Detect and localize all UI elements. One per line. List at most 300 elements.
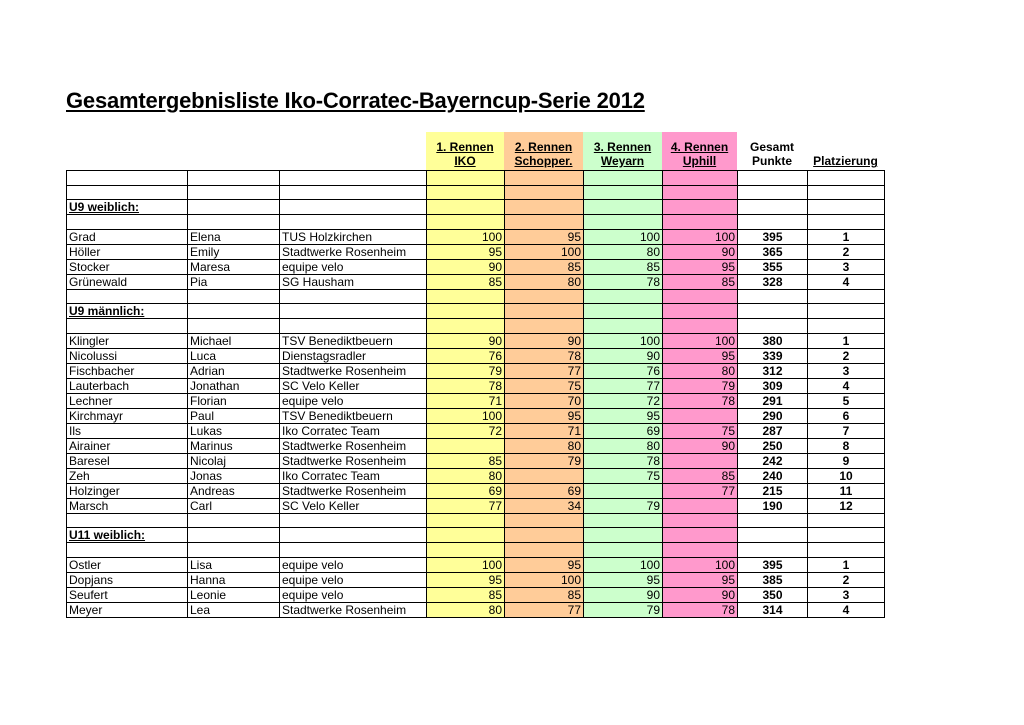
header-race4-line1: 4. Rennen bbox=[670, 140, 729, 154]
empty-cell bbox=[427, 304, 505, 319]
lastname-cell: Holzinger bbox=[67, 483, 188, 498]
race3-points-cell: 100 bbox=[584, 333, 663, 348]
empty-cell bbox=[427, 171, 505, 186]
club-cell: SC Velo Keller bbox=[280, 378, 427, 393]
race3-points-cell: 79 bbox=[584, 498, 663, 513]
total-points-cell: 287 bbox=[738, 423, 808, 438]
race1-points-cell: 90 bbox=[427, 333, 505, 348]
empty-cell bbox=[67, 185, 188, 200]
header-total-line2: Punkte bbox=[751, 154, 792, 168]
total-points-cell: 290 bbox=[738, 408, 808, 423]
empty-cell bbox=[738, 289, 808, 304]
empty-cell bbox=[738, 200, 808, 215]
empty-cell bbox=[427, 513, 505, 528]
race2-points-cell: 34 bbox=[505, 498, 584, 513]
placement-cell: 2 bbox=[808, 348, 885, 363]
club-cell: Iko Corratec Team bbox=[280, 423, 427, 438]
empty-cell bbox=[280, 215, 427, 230]
header-race3 bbox=[583, 132, 662, 170]
empty-cell bbox=[584, 304, 663, 319]
table-row bbox=[67, 557, 885, 572]
placement-cell: 2 bbox=[808, 244, 885, 259]
empty-cell bbox=[808, 513, 885, 528]
empty-cell bbox=[427, 185, 505, 200]
table-row bbox=[67, 333, 885, 348]
total-points-cell: 339 bbox=[738, 348, 808, 363]
total-points-cell: 312 bbox=[738, 363, 808, 378]
total-points-cell: 380 bbox=[738, 333, 808, 348]
empty-row bbox=[67, 289, 885, 304]
race2-points-cell: 77 bbox=[505, 602, 584, 617]
empty-cell bbox=[505, 215, 584, 230]
empty-cell bbox=[188, 200, 280, 215]
race4-points-cell: 90 bbox=[663, 438, 738, 453]
race2-points-cell: 100 bbox=[505, 244, 584, 259]
table-row bbox=[67, 483, 885, 498]
empty-row bbox=[67, 543, 885, 558]
race3-points-cell: 95 bbox=[584, 572, 663, 587]
firstname-cell: Lea bbox=[188, 602, 280, 617]
race4-points-cell: 78 bbox=[663, 393, 738, 408]
table-row bbox=[67, 498, 885, 513]
race2-points-cell: 79 bbox=[505, 453, 584, 468]
firstname-cell: Jonas bbox=[188, 468, 280, 483]
empty-cell bbox=[188, 304, 280, 319]
race2-points-cell: 71 bbox=[505, 423, 584, 438]
race1-points-cell: 85 bbox=[427, 453, 505, 468]
empty-cell bbox=[738, 185, 808, 200]
firstname-cell: Luca bbox=[188, 348, 280, 363]
empty-row bbox=[67, 185, 885, 200]
race2-points-cell: 95 bbox=[505, 557, 584, 572]
race1-points-cell: 100 bbox=[427, 557, 505, 572]
header-race1-line1: 1. Rennen bbox=[436, 140, 494, 154]
firstname-cell: Elena bbox=[188, 229, 280, 244]
race2-points-cell: 90 bbox=[505, 333, 584, 348]
lastname-cell: Baresel bbox=[67, 453, 188, 468]
lastname-cell: Airainer bbox=[67, 438, 188, 453]
empty-cell bbox=[738, 528, 808, 543]
table-row bbox=[67, 348, 885, 363]
race3-points-cell: 90 bbox=[584, 348, 663, 363]
table-row bbox=[67, 438, 885, 453]
placement-cell: 3 bbox=[808, 363, 885, 378]
race4-points-cell: 79 bbox=[663, 378, 738, 393]
empty-cell bbox=[505, 171, 584, 186]
empty-cell bbox=[738, 543, 808, 558]
empty-cell bbox=[188, 513, 280, 528]
race4-points-cell bbox=[663, 408, 738, 423]
placement-cell: 9 bbox=[808, 453, 885, 468]
race3-points-cell: 77 bbox=[584, 378, 663, 393]
race1-points-cell: 80 bbox=[427, 602, 505, 617]
club-cell: Stadtwerke Rosenheim bbox=[280, 453, 427, 468]
empty-cell bbox=[505, 513, 584, 528]
placement-cell: 6 bbox=[808, 408, 885, 423]
lastname-cell: Dopjans bbox=[67, 572, 188, 587]
lastname-cell: Lauterbach bbox=[67, 378, 188, 393]
race3-points-cell: 90 bbox=[584, 587, 663, 602]
race4-points-cell bbox=[663, 498, 738, 513]
club-cell: TSV Benediktbeuern bbox=[280, 333, 427, 348]
placement-cell: 1 bbox=[808, 333, 885, 348]
lastname-cell: Klingler bbox=[67, 333, 188, 348]
empty-row bbox=[67, 513, 885, 528]
lastname-cell: Ostler bbox=[67, 557, 188, 572]
firstname-cell: Emily bbox=[188, 244, 280, 259]
table-row bbox=[67, 244, 885, 259]
empty-cell bbox=[584, 289, 663, 304]
header-race3-line2: Weyarn bbox=[600, 154, 645, 168]
race4-points-cell: 77 bbox=[663, 483, 738, 498]
table-row bbox=[67, 572, 885, 587]
empty-cell bbox=[188, 543, 280, 558]
race3-points-cell: 76 bbox=[584, 363, 663, 378]
race1-points-cell: 85 bbox=[427, 274, 505, 289]
race1-points-cell: 85 bbox=[427, 587, 505, 602]
firstname-cell: Paul bbox=[188, 408, 280, 423]
total-points-cell: 355 bbox=[738, 259, 808, 274]
empty-cell bbox=[663, 215, 738, 230]
empty-cell bbox=[808, 200, 885, 215]
race2-points-cell: 95 bbox=[505, 408, 584, 423]
table-row bbox=[67, 423, 885, 438]
race3-points-cell: 95 bbox=[584, 408, 663, 423]
empty-cell bbox=[280, 319, 427, 334]
empty-cell bbox=[280, 200, 427, 215]
section-label: U9 männlich: bbox=[67, 304, 188, 319]
club-cell: TUS Holzkirchen bbox=[280, 229, 427, 244]
empty-cell bbox=[738, 171, 808, 186]
race3-points-cell: 85 bbox=[584, 259, 663, 274]
total-points-cell: 240 bbox=[738, 468, 808, 483]
race4-points-cell: 95 bbox=[663, 572, 738, 587]
total-points-cell: 350 bbox=[738, 587, 808, 602]
club-cell: SG Hausham bbox=[280, 274, 427, 289]
race4-points-cell: 85 bbox=[663, 468, 738, 483]
placement-cell: 10 bbox=[808, 468, 885, 483]
race4-points-cell: 95 bbox=[663, 348, 738, 363]
total-points-cell: 250 bbox=[738, 438, 808, 453]
empty-cell bbox=[188, 528, 280, 543]
race2-points-cell bbox=[505, 468, 584, 483]
empty-cell bbox=[67, 289, 188, 304]
lastname-cell: Meyer bbox=[67, 602, 188, 617]
empty-cell bbox=[188, 215, 280, 230]
race1-points-cell: 69 bbox=[427, 483, 505, 498]
empty-cell bbox=[663, 543, 738, 558]
empty-cell bbox=[505, 200, 584, 215]
race4-points-cell: 90 bbox=[663, 587, 738, 602]
header-race1 bbox=[426, 132, 504, 170]
race1-points-cell: 76 bbox=[427, 348, 505, 363]
race4-points-cell bbox=[663, 453, 738, 468]
empty-cell bbox=[427, 528, 505, 543]
empty-row bbox=[67, 171, 885, 186]
race3-points-cell: 80 bbox=[584, 244, 663, 259]
race3-points-cell: 100 bbox=[584, 229, 663, 244]
table-row bbox=[67, 229, 885, 244]
empty-cell bbox=[663, 185, 738, 200]
empty-cell bbox=[280, 289, 427, 304]
race1-points-cell: 90 bbox=[427, 259, 505, 274]
placement-cell: 4 bbox=[808, 378, 885, 393]
empty-cell bbox=[808, 215, 885, 230]
empty-cell bbox=[738, 215, 808, 230]
section-row bbox=[67, 200, 885, 215]
section-row bbox=[67, 304, 885, 319]
firstname-cell: Jonathan bbox=[188, 378, 280, 393]
table-row bbox=[67, 274, 885, 289]
empty-cell bbox=[584, 185, 663, 200]
race3-points-cell: 78 bbox=[584, 274, 663, 289]
race1-points-cell: 71 bbox=[427, 393, 505, 408]
race3-points-cell: 72 bbox=[584, 393, 663, 408]
race2-points-cell: 75 bbox=[505, 378, 584, 393]
lastname-cell: Höller bbox=[67, 244, 188, 259]
club-cell: equipe velo bbox=[280, 393, 427, 408]
total-points-cell: 215 bbox=[738, 483, 808, 498]
table-row bbox=[67, 468, 885, 483]
placement-cell: 1 bbox=[808, 557, 885, 572]
table-row bbox=[67, 363, 885, 378]
race4-points-cell: 90 bbox=[663, 244, 738, 259]
empty-cell bbox=[738, 513, 808, 528]
empty-cell bbox=[67, 543, 188, 558]
race4-points-cell: 85 bbox=[663, 274, 738, 289]
placement-cell: 3 bbox=[808, 587, 885, 602]
table-header bbox=[66, 132, 884, 170]
firstname-cell: Florian bbox=[188, 393, 280, 408]
empty-cell bbox=[663, 513, 738, 528]
club-cell: equipe velo bbox=[280, 587, 427, 602]
empty-cell bbox=[663, 304, 738, 319]
empty-cell bbox=[505, 304, 584, 319]
lastname-cell: Fischbacher bbox=[67, 363, 188, 378]
race2-points-cell: 80 bbox=[505, 274, 584, 289]
empty-cell bbox=[584, 319, 663, 334]
firstname-cell: Marinus bbox=[188, 438, 280, 453]
empty-cell bbox=[188, 289, 280, 304]
firstname-cell: Maresa bbox=[188, 259, 280, 274]
empty-cell bbox=[808, 304, 885, 319]
empty-cell bbox=[67, 171, 188, 186]
empty-cell bbox=[584, 200, 663, 215]
firstname-cell: Lisa bbox=[188, 557, 280, 572]
race3-points-cell: 75 bbox=[584, 468, 663, 483]
race2-points-cell: 100 bbox=[505, 572, 584, 587]
header-race2-line2: Schopper. bbox=[514, 154, 573, 168]
empty-cell bbox=[663, 200, 738, 215]
club-cell: SC Velo Keller bbox=[280, 498, 427, 513]
empty-cell bbox=[67, 319, 188, 334]
empty-cell bbox=[188, 185, 280, 200]
race1-points-cell: 79 bbox=[427, 363, 505, 378]
empty-cell bbox=[584, 513, 663, 528]
race4-points-cell: 100 bbox=[663, 333, 738, 348]
empty-cell bbox=[67, 513, 188, 528]
empty-cell bbox=[584, 528, 663, 543]
race1-points-cell: 77 bbox=[427, 498, 505, 513]
header-race4 bbox=[662, 132, 737, 170]
header-race2 bbox=[504, 132, 583, 170]
total-points-cell: 291 bbox=[738, 393, 808, 408]
section-row bbox=[67, 528, 885, 543]
club-cell: Iko Corratec Team bbox=[280, 468, 427, 483]
header-race2-line1: 2. Rennen bbox=[514, 140, 573, 154]
firstname-cell: Leonie bbox=[188, 587, 280, 602]
club-cell: Stadtwerke Rosenheim bbox=[280, 602, 427, 617]
race1-points-cell: 95 bbox=[427, 244, 505, 259]
lastname-cell: Grad bbox=[67, 229, 188, 244]
total-points-cell: 314 bbox=[738, 602, 808, 617]
empty-cell bbox=[505, 528, 584, 543]
empty-cell bbox=[738, 304, 808, 319]
empty-cell bbox=[584, 215, 663, 230]
placement-cell: 2 bbox=[808, 572, 885, 587]
table-row bbox=[67, 408, 885, 423]
header-placement-label: Platzierung bbox=[813, 154, 878, 168]
firstname-cell: Adrian bbox=[188, 363, 280, 378]
empty-cell bbox=[188, 319, 280, 334]
placement-cell: 3 bbox=[808, 259, 885, 274]
header-race1-line2: IKO bbox=[454, 154, 476, 168]
header-total bbox=[737, 132, 807, 170]
header-placement bbox=[807, 132, 884, 170]
empty-cell bbox=[808, 319, 885, 334]
total-points-cell: 365 bbox=[738, 244, 808, 259]
table-row bbox=[67, 393, 885, 408]
firstname-cell: Michael bbox=[188, 333, 280, 348]
race2-points-cell: 69 bbox=[505, 483, 584, 498]
empty-cell bbox=[280, 528, 427, 543]
total-points-cell: 309 bbox=[738, 378, 808, 393]
table-row bbox=[67, 602, 885, 617]
empty-cell bbox=[67, 215, 188, 230]
total-points-cell: 395 bbox=[738, 557, 808, 572]
total-points-cell: 328 bbox=[738, 274, 808, 289]
race4-points-cell: 100 bbox=[663, 229, 738, 244]
firstname-cell: Nicolaj bbox=[188, 453, 280, 468]
race4-points-cell: 95 bbox=[663, 259, 738, 274]
section-label: U9 weiblich: bbox=[67, 200, 188, 215]
empty-cell bbox=[280, 304, 427, 319]
empty-cell bbox=[584, 543, 663, 558]
firstname-cell: Hanna bbox=[188, 572, 280, 587]
club-cell: equipe velo bbox=[280, 572, 427, 587]
race3-points-cell: 100 bbox=[584, 557, 663, 572]
page-title: Gesamtergebnisliste Iko-Corratec-Bayerncup-Serie 2012 bbox=[66, 88, 645, 113]
lastname-cell: Grünewald bbox=[67, 274, 188, 289]
empty-cell bbox=[808, 543, 885, 558]
race1-points-cell: 78 bbox=[427, 378, 505, 393]
club-cell: TSV Benediktbeuern bbox=[280, 408, 427, 423]
empty-cell bbox=[663, 171, 738, 186]
empty-cell bbox=[738, 319, 808, 334]
race4-points-cell: 80 bbox=[663, 363, 738, 378]
placement-cell: 4 bbox=[808, 274, 885, 289]
race1-points-cell: 100 bbox=[427, 229, 505, 244]
empty-cell bbox=[427, 289, 505, 304]
race1-points-cell: 80 bbox=[427, 468, 505, 483]
race3-points-cell bbox=[584, 483, 663, 498]
empty-cell bbox=[505, 543, 584, 558]
empty-cell bbox=[505, 319, 584, 334]
empty-row bbox=[67, 319, 885, 334]
empty-cell bbox=[280, 513, 427, 528]
club-cell: Stadtwerke Rosenheim bbox=[280, 438, 427, 453]
lastname-cell: Seufert bbox=[67, 587, 188, 602]
race2-points-cell: 78 bbox=[505, 348, 584, 363]
club-cell: Stadtwerke Rosenheim bbox=[280, 483, 427, 498]
lastname-cell: Kirchmayr bbox=[67, 408, 188, 423]
race2-points-cell: 77 bbox=[505, 363, 584, 378]
race1-points-cell bbox=[427, 438, 505, 453]
race1-points-cell: 100 bbox=[427, 408, 505, 423]
race3-points-cell: 69 bbox=[584, 423, 663, 438]
race3-points-cell: 78 bbox=[584, 453, 663, 468]
placement-cell: 4 bbox=[808, 602, 885, 617]
race3-points-cell: 80 bbox=[584, 438, 663, 453]
firstname-cell: Pia bbox=[188, 274, 280, 289]
empty-cell bbox=[808, 185, 885, 200]
placement-cell: 1 bbox=[808, 229, 885, 244]
race2-points-cell: 85 bbox=[505, 259, 584, 274]
lastname-cell: Marsch bbox=[67, 498, 188, 513]
results-table bbox=[66, 170, 885, 618]
race4-points-cell: 75 bbox=[663, 423, 738, 438]
club-cell: Dienstagsradler bbox=[280, 348, 427, 363]
firstname-cell: Lukas bbox=[188, 423, 280, 438]
lastname-cell: Lechner bbox=[67, 393, 188, 408]
empty-cell bbox=[280, 185, 427, 200]
empty-cell bbox=[584, 171, 663, 186]
lastname-cell: Ils bbox=[67, 423, 188, 438]
placement-cell: 8 bbox=[808, 438, 885, 453]
race1-points-cell: 72 bbox=[427, 423, 505, 438]
section-label: U11 weiblich: bbox=[67, 528, 188, 543]
lastname-cell: Nicolussi bbox=[67, 348, 188, 363]
firstname-cell: Andreas bbox=[188, 483, 280, 498]
empty-cell bbox=[505, 185, 584, 200]
empty-cell bbox=[505, 289, 584, 304]
empty-cell bbox=[280, 171, 427, 186]
table-row bbox=[67, 378, 885, 393]
club-cell: equipe velo bbox=[280, 259, 427, 274]
empty-cell bbox=[663, 528, 738, 543]
empty-cell bbox=[663, 289, 738, 304]
empty-cell bbox=[663, 319, 738, 334]
empty-cell bbox=[280, 543, 427, 558]
empty-cell bbox=[427, 543, 505, 558]
placement-cell: 11 bbox=[808, 483, 885, 498]
empty-cell bbox=[427, 319, 505, 334]
header-total-line1: Gesamt bbox=[749, 140, 795, 154]
empty-row bbox=[67, 215, 885, 230]
empty-cell bbox=[808, 528, 885, 543]
total-points-cell: 395 bbox=[738, 229, 808, 244]
placement-cell: 5 bbox=[808, 393, 885, 408]
club-cell: equipe velo bbox=[280, 557, 427, 572]
total-points-cell: 385 bbox=[738, 572, 808, 587]
race2-points-cell: 95 bbox=[505, 229, 584, 244]
empty-cell bbox=[427, 200, 505, 215]
race2-points-cell: 85 bbox=[505, 587, 584, 602]
header-race4-line2: Uphill bbox=[682, 154, 717, 168]
placement-cell: 7 bbox=[808, 423, 885, 438]
race4-points-cell: 100 bbox=[663, 557, 738, 572]
empty-cell bbox=[188, 171, 280, 186]
